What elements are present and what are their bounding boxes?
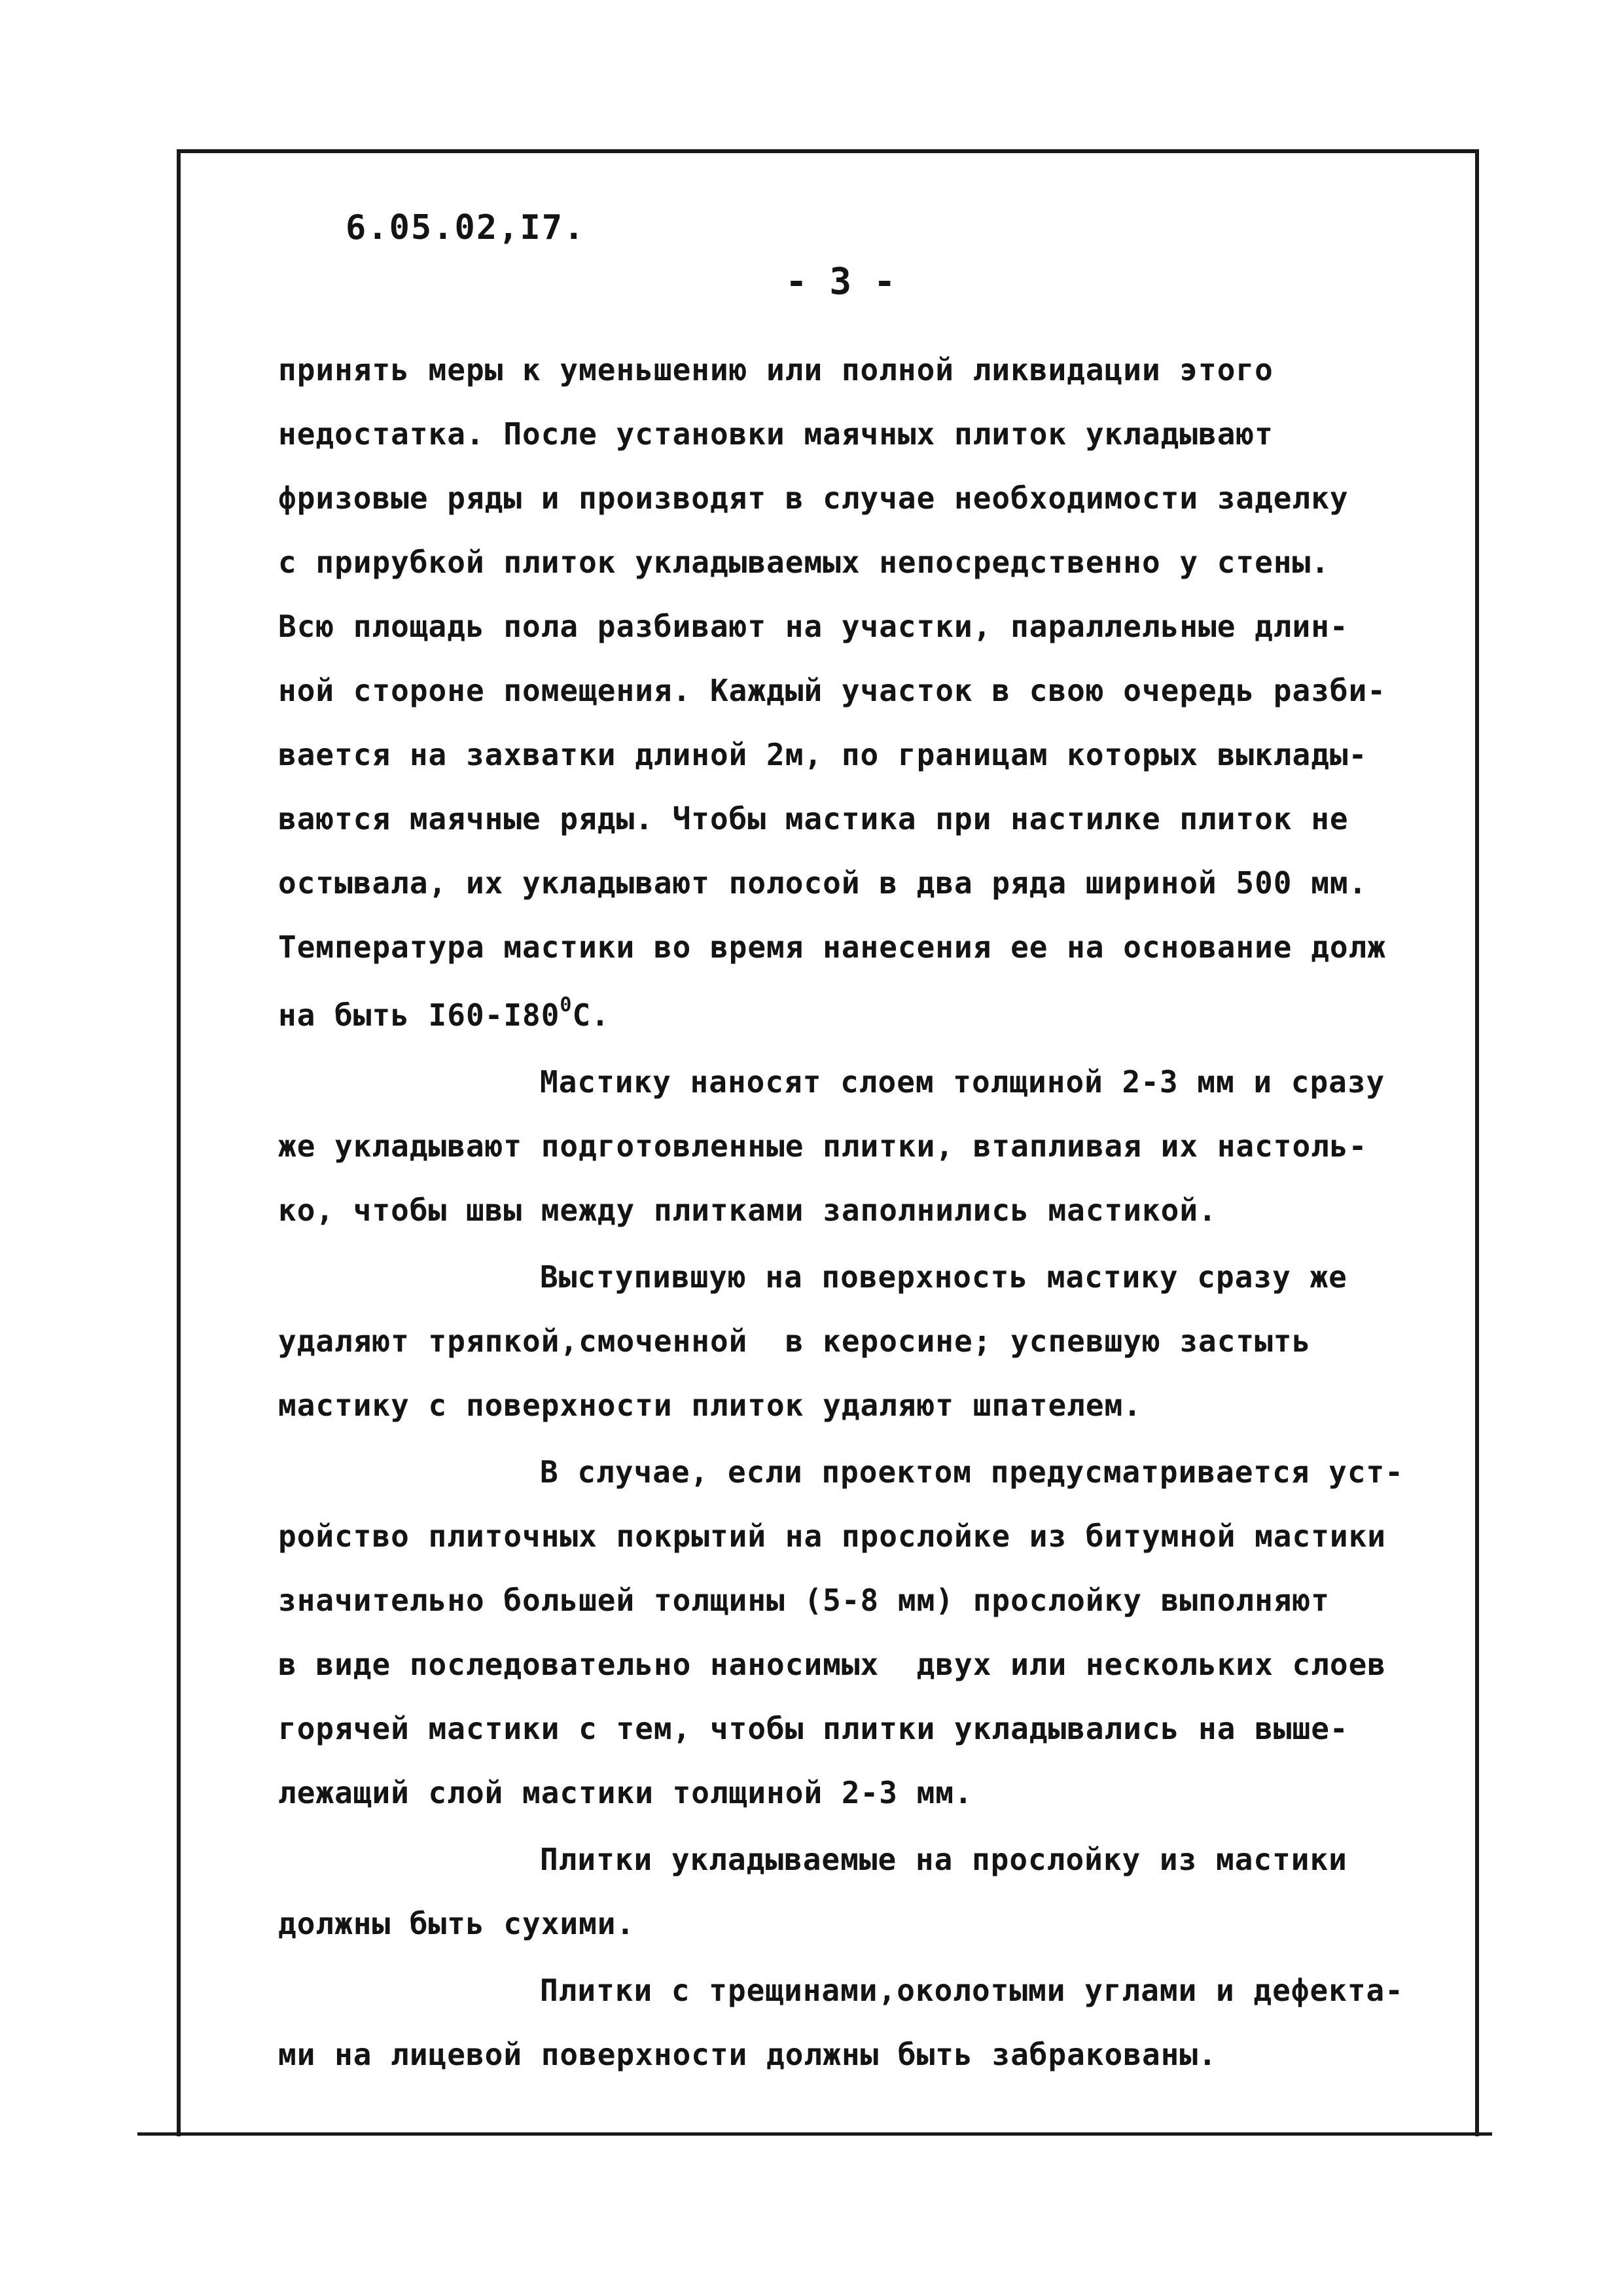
text-line: в виде последовательно наносимых двух или нескольких слоев [278,1647,1386,1682]
page-frame-top [177,149,1479,153]
text-line: должны быть сухими. [278,1906,635,1941]
page-frame-left [177,149,181,2136]
page-frame-bottom [137,2132,1492,2136]
temperature-text: на быть I60-I80 [278,997,560,1033]
text-line: ваются маячные ряды. Чтобы мастика при настилке плиток не [278,801,1349,836]
text-line: ройство плиточных покрытий на прослойке из битумной мастики [278,1518,1386,1554]
text-line: остывала, их укладывают полосой в два ряда шириной 500 мм. [278,865,1368,901]
paragraph-start-line: Мастику наносят слоем толщиной 2-3 мм и сразу [540,1064,1385,1100]
text-line: с прирубкой плиток укладываемых непосредственно у стены. [278,545,1330,580]
text-line: мастику с поверхности плиток удаляют шпателем. [278,1388,1142,1423]
text-line: ной стороне помещения. Каждый участок в свою очередь разби- [278,673,1386,708]
text-line: принять меры к уменьшению или полной ликвидации этого [278,352,1274,387]
text-line: Всю площадь пола разбивают на участки, параллельные длин- [278,609,1349,644]
page-frame-right [1475,149,1479,2136]
text-line: недостатка. После установки маячных плиток укладывают [278,416,1274,452]
text-line: ми на лицевой поверхности должны быть забракованы. [278,2037,1217,2072]
degree-superscript: 0 [560,994,573,1016]
text-line: фризовые ряды и производят в случае необходимости заделку [278,480,1349,516]
temperature-line [278,994,610,1033]
text-line: лежащий слой мастики толщиной 2-3 мм. [278,1775,973,1810]
text-line: вается на захватки длиной 2м, по границам которых выклады- [278,737,1368,772]
paragraph-start-line: Выступившую на поверхность мастику сразу же [540,1259,1347,1295]
text-line: Температура мастики во время нанесения ее на основание долж [278,929,1386,965]
temperature-unit: C. [572,997,610,1033]
text-line: удаляют тряпкой,смоченной в керосине; успевшую застыть [278,1323,1311,1359]
text-line: горячей мастики с тем, чтобы плитки укладывались на выше- [278,1711,1349,1746]
paragraph-start-line: Плитки укладываемые на прослойку из мастики [540,1842,1347,1877]
text-line: же укладывают подготовленные плитки, втапливая их настоль- [278,1128,1368,1164]
text-line: значительно большей толщины (5-8 мм) прослойку выполняют [278,1583,1330,1618]
paragraph-start-line: В случае, если проектом предусматривается уст- [540,1454,1404,1490]
paragraph-start-line: Плитки с трещинами,околотыми углами и дефекта- [540,1973,1404,2008]
document-code: 6.05.02,I7. [346,208,586,247]
text-line: ко, чтобы швы между плитками заполнились мастикой. [278,1193,1217,1228]
page-number: - 3 - [785,260,896,303]
